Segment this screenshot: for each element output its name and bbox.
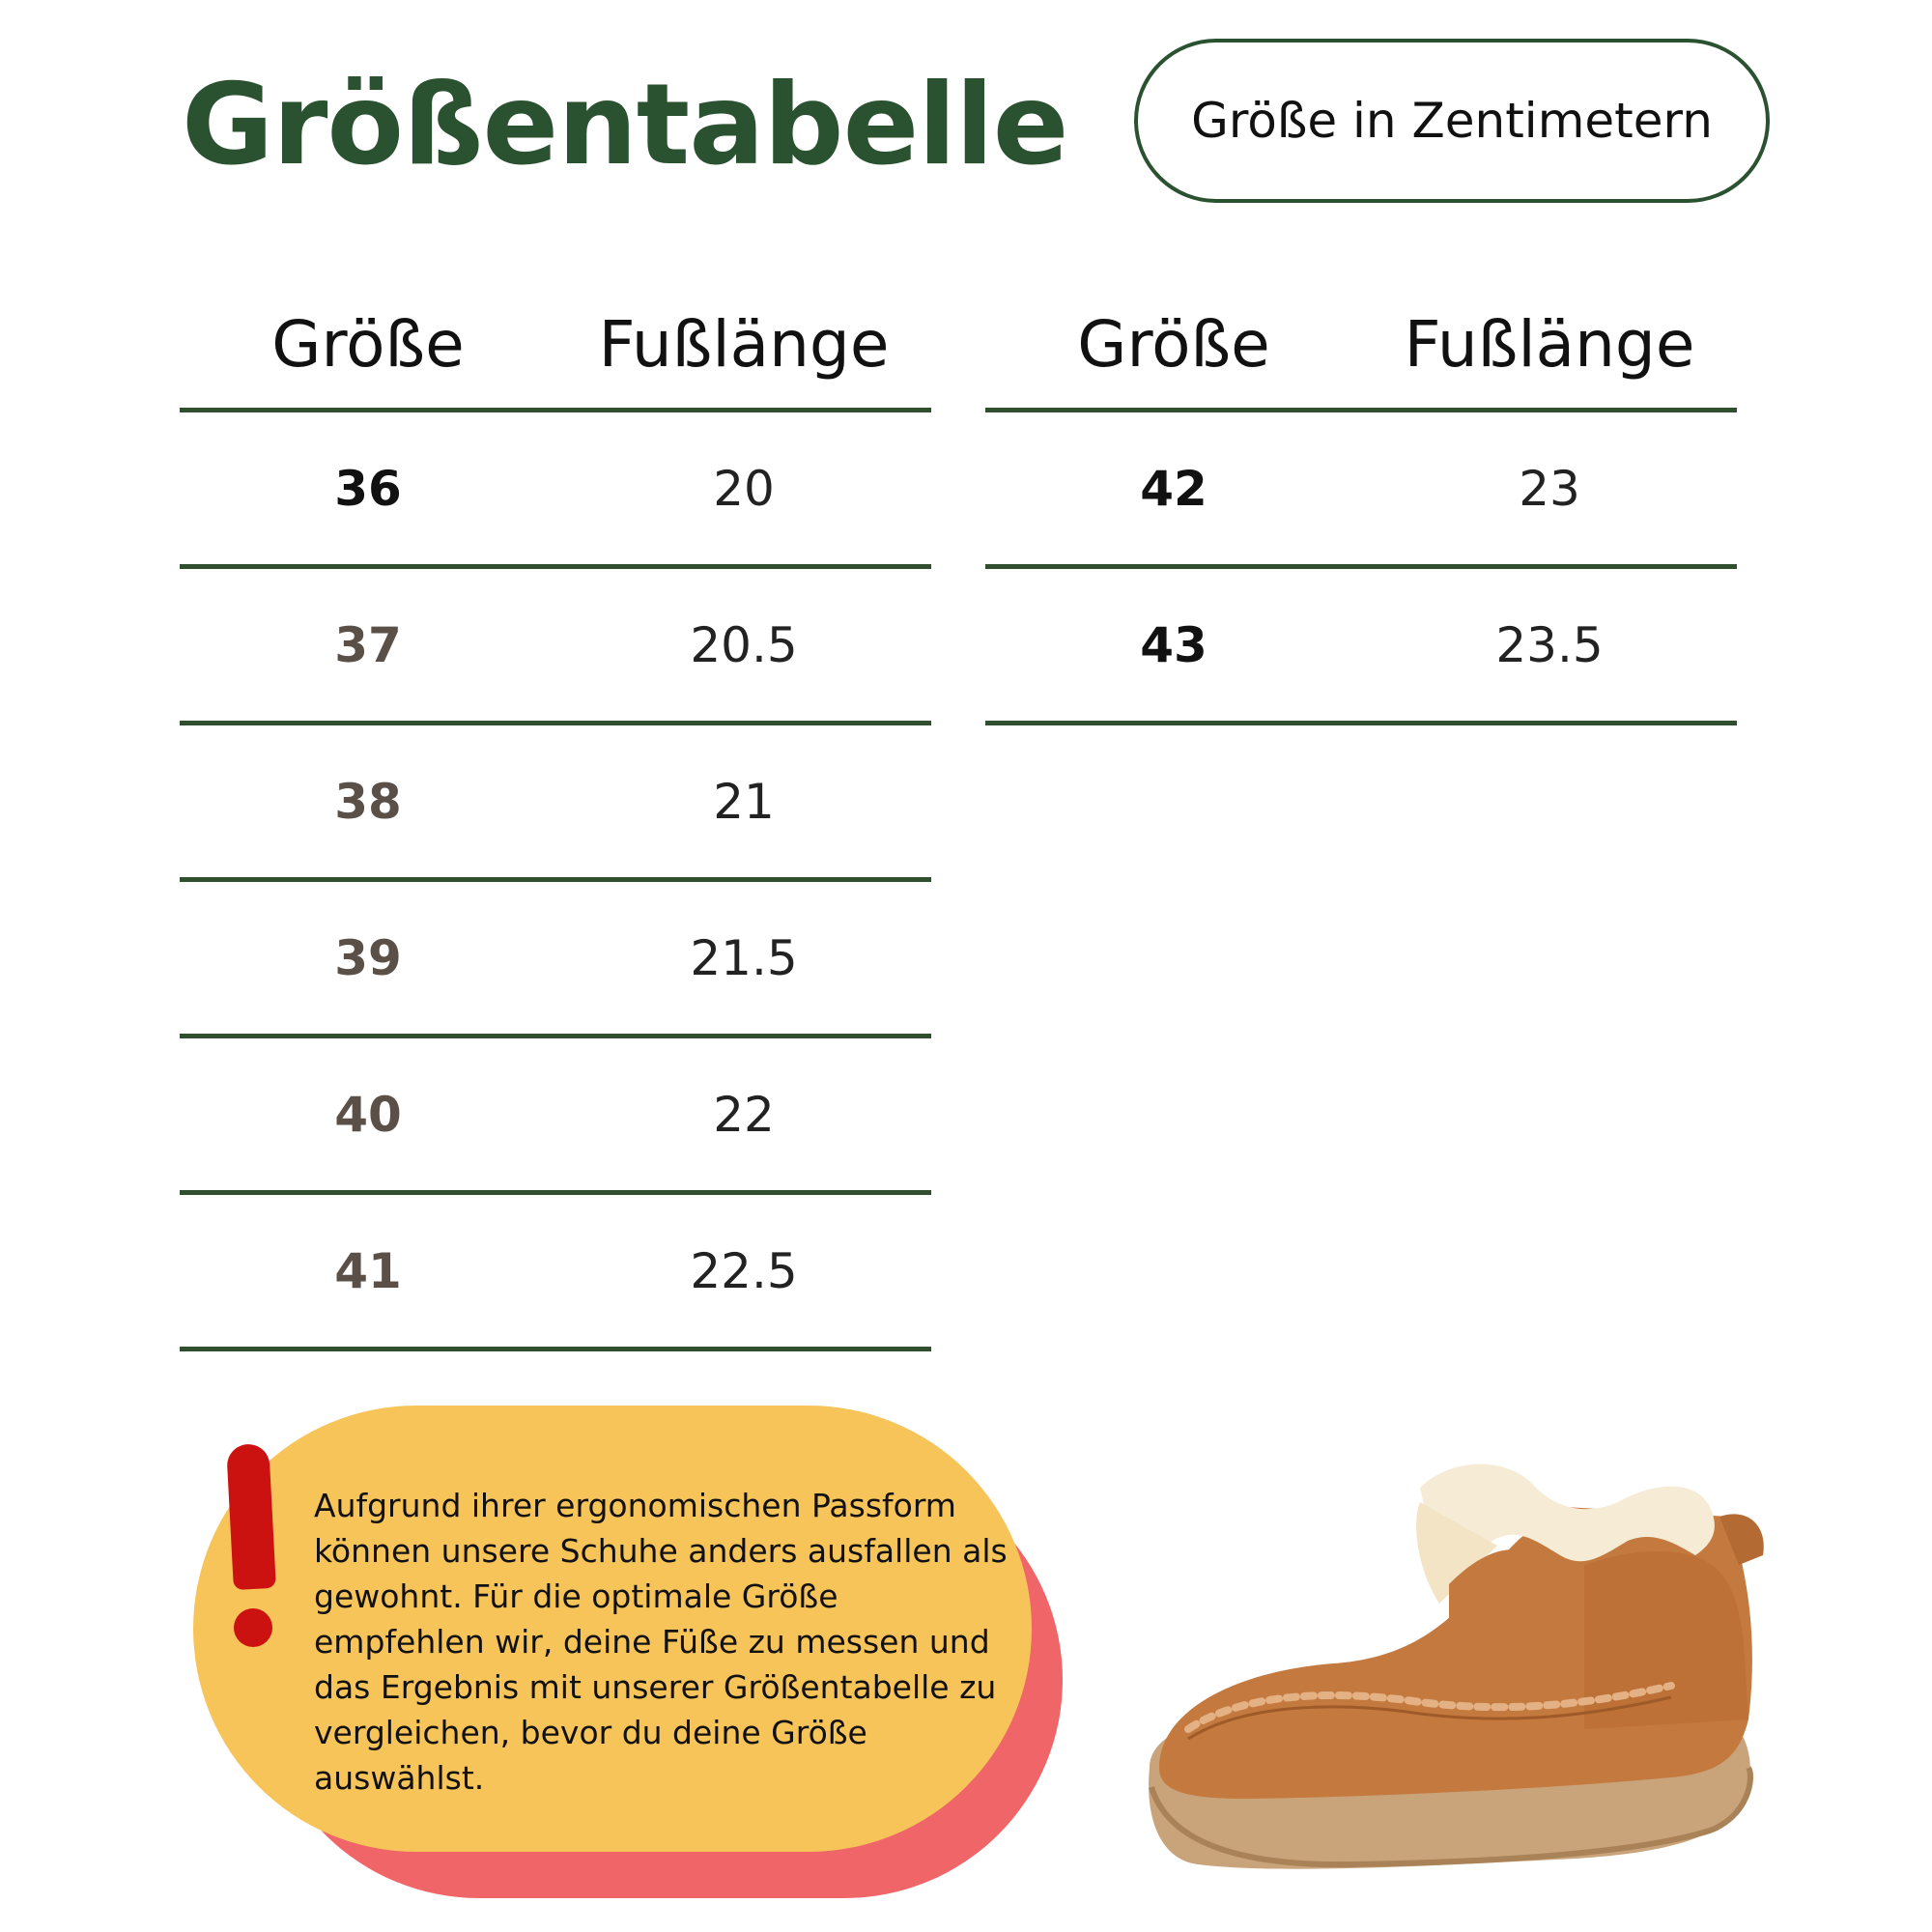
length-cell: 21 — [713, 773, 775, 830]
size-table-left — [180, 280, 931, 1351]
header-size: Größe — [1077, 306, 1270, 382]
note-text: Aufgrund ihrer ergonomischen Passform können unsere Schuhe anders ausfallen als gewohnt. Für die optimale Größe empfehlen wir, deine Füße zu messen und das Ergebnis mit unserer Größentabelle zu vergleichen, bevor du deine Größe auswählst. — [314, 1487, 1008, 1797]
size-cell: 39 — [334, 929, 402, 986]
table-row — [985, 412, 1737, 569]
table-row — [985, 569, 1737, 725]
table-row — [180, 882, 931, 1038]
header-size: Größe — [271, 306, 465, 382]
size-cell: 36 — [334, 460, 402, 517]
exclamation-dot-icon — [234, 1608, 272, 1647]
length-cell: 20.5 — [690, 616, 798, 673]
length-cell: 22.5 — [690, 1242, 798, 1299]
page-title: Größentabelle — [182, 60, 1068, 190]
size-cell: 42 — [1140, 460, 1208, 517]
length-cell: 23.5 — [1495, 616, 1604, 673]
fit-note — [193, 1406, 1072, 1898]
length-cell: 20 — [713, 460, 775, 517]
table-row — [180, 1038, 931, 1195]
size-cell: 43 — [1140, 616, 1208, 673]
length-cell: 23 — [1519, 460, 1580, 517]
size-cell: 37 — [334, 616, 402, 673]
length-cell: 21.5 — [690, 929, 798, 986]
size-cell: 40 — [334, 1086, 402, 1143]
table-row — [180, 412, 931, 569]
table-row — [180, 1195, 931, 1351]
table-header — [985, 280, 1737, 408]
size-cell: 41 — [334, 1242, 402, 1299]
exclamation-icon — [226, 1443, 276, 1590]
note-bubble — [193, 1406, 1032, 1852]
slipper-boot-image — [1130, 1449, 1777, 1903]
table-row — [180, 569, 931, 725]
length-cell: 22 — [713, 1086, 775, 1143]
table-header — [180, 280, 931, 408]
header-foot-length: Fußlänge — [1404, 306, 1695, 382]
header-foot-length: Fußlänge — [598, 306, 890, 382]
table-row — [180, 725, 931, 882]
size-table-right — [985, 280, 1737, 725]
unit-badge: Größe in Zentimetern — [1134, 39, 1770, 203]
size-cell: 38 — [334, 773, 402, 830]
